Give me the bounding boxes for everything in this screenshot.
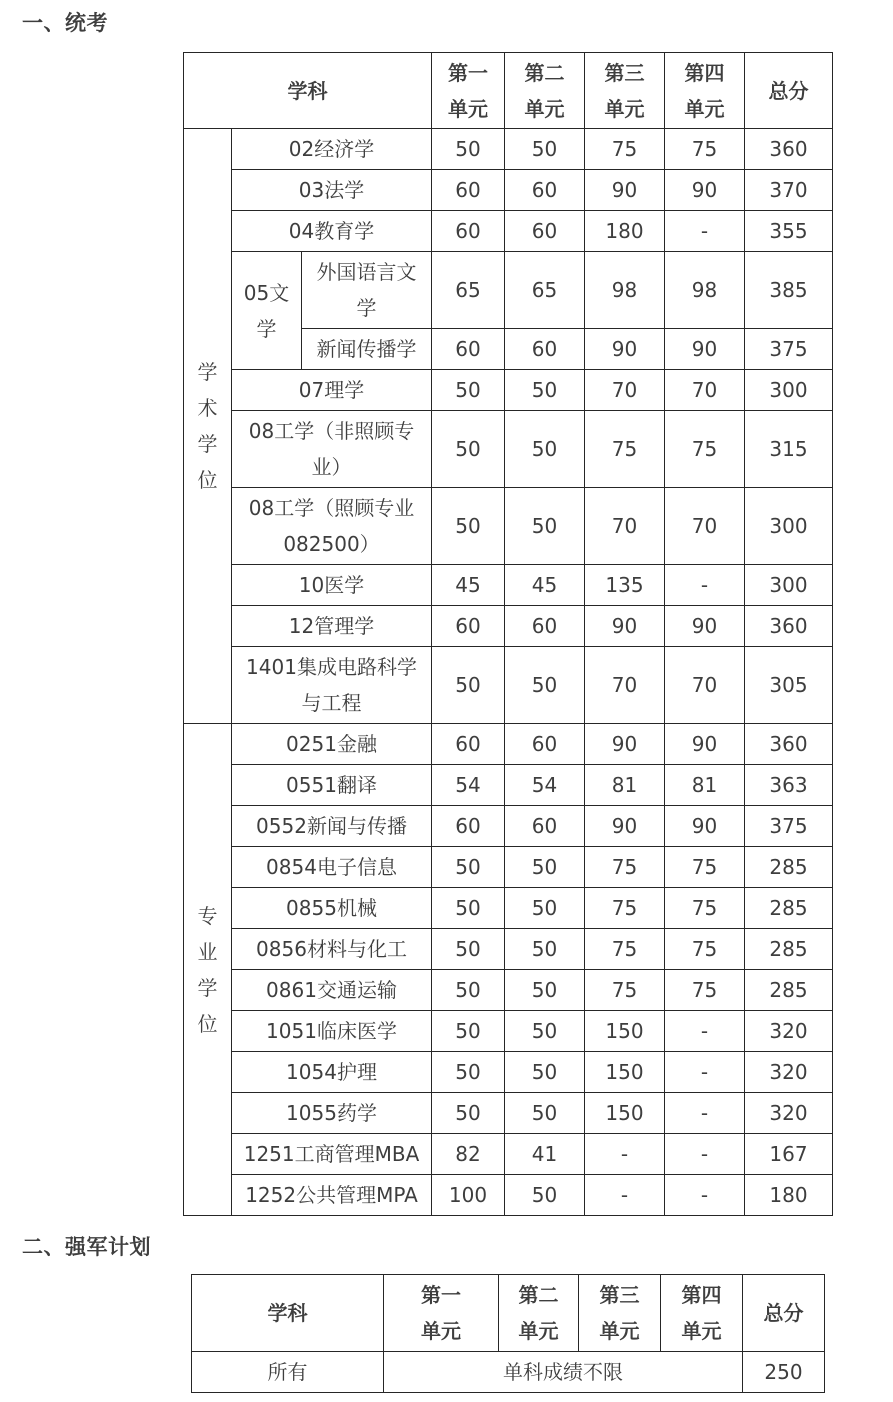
text-line: 单元	[684, 96, 725, 121]
text-line: 学	[256, 316, 277, 341]
table-row	[184, 765, 833, 806]
text-line: 第四	[684, 60, 725, 85]
text-line: 第二	[524, 60, 565, 85]
cell-unit1: 50	[432, 1052, 505, 1093]
text-line: 单元	[524, 96, 565, 121]
cell-total: 315	[745, 411, 833, 488]
cell-unit4: 81	[665, 765, 745, 806]
cell-total: 360	[745, 129, 833, 170]
header-unit4	[665, 53, 745, 129]
cell-unit2: 50	[505, 1011, 585, 1052]
cell-unit2: 60	[505, 211, 585, 252]
cell-unit1: 50	[432, 1011, 505, 1052]
cell-unit2: 45	[505, 565, 585, 606]
table-row	[184, 724, 833, 765]
cell-unit2: 50	[505, 411, 585, 488]
text-line: 0551翻译	[286, 773, 377, 797]
table-row	[184, 970, 833, 1011]
cell-subject	[232, 970, 432, 1011]
cell-subject	[232, 765, 432, 806]
cell-unit4: -	[665, 1093, 745, 1134]
section-heading-unified-exam: 一、统考	[22, 11, 108, 35]
cell-subject	[232, 606, 432, 647]
header-line: 第二	[518, 1283, 559, 1307]
header-unit3	[585, 53, 665, 129]
text-line: 外国语言文	[316, 260, 417, 284]
cell-total: 320	[745, 1052, 833, 1093]
header-line: 单元	[599, 1319, 640, 1343]
cell-unit2: 50	[505, 1175, 585, 1216]
cell-total: 355	[745, 211, 833, 252]
cell-unit1: 50	[432, 647, 505, 724]
cell-unit3: 75	[585, 970, 665, 1011]
cell-subject	[232, 847, 432, 888]
cell-unit1: 50	[432, 1093, 505, 1134]
cell-unit2: 60	[505, 606, 585, 647]
group-academic-degree	[184, 129, 232, 724]
cell-unit4: 98	[665, 252, 745, 329]
cell-unit3: -	[585, 1134, 665, 1175]
table-row	[184, 647, 833, 724]
cell-unit4: -	[665, 1011, 745, 1052]
military-plan-score-table	[191, 1274, 825, 1393]
cell-total: 375	[745, 329, 833, 370]
header-subject: 学科	[192, 1275, 384, 1352]
cell-subject	[232, 724, 432, 765]
table-row	[184, 606, 833, 647]
cell-total: 363	[745, 765, 833, 806]
table-row	[184, 929, 833, 970]
cell-unit1: 60	[432, 806, 505, 847]
header-unit3	[579, 1275, 661, 1352]
text-line: 专	[197, 903, 218, 928]
text-line: 学	[197, 975, 218, 1000]
cell-unit4: 75	[665, 970, 745, 1011]
header-unit1	[384, 1275, 499, 1352]
table-row	[184, 129, 833, 170]
cell-subject	[232, 1175, 432, 1216]
text-line: 1055药学	[286, 1101, 377, 1125]
section-heading-military-plan: 二、强军计划	[22, 1235, 151, 1259]
table-row	[184, 1134, 833, 1175]
text-line: 1251工商管理MBA	[243, 1142, 420, 1166]
header-line: 单元	[421, 1319, 461, 1343]
cell-total: 305	[745, 647, 833, 724]
cell-total: 285	[745, 970, 833, 1011]
cell-unit4: 90	[665, 806, 745, 847]
cell-unit2: 60	[505, 329, 585, 370]
cell-subject	[232, 488, 432, 565]
cell-total: 285	[745, 929, 833, 970]
cell-subject	[232, 1011, 432, 1052]
cell-unit4: 75	[665, 411, 745, 488]
cell-unit4: 70	[665, 370, 745, 411]
cell-total: 385	[745, 252, 833, 329]
text-line: 术	[197, 396, 218, 420]
text-line: 学	[197, 432, 218, 456]
cell-unit1: 60	[432, 211, 505, 252]
text-line: 08工学（照顾专业	[248, 496, 415, 520]
table-row	[184, 370, 833, 411]
cell-unit1: 54	[432, 765, 505, 806]
cell-unit4: -	[665, 565, 745, 606]
cell-total: 167	[745, 1134, 833, 1175]
cell-subject	[232, 565, 432, 606]
cell-unit1: 60	[432, 606, 505, 647]
cell-subject	[232, 647, 432, 724]
text-line: 位	[197, 1011, 218, 1036]
header-line: 第三	[599, 1283, 640, 1307]
text-line: 0856材料与化工	[256, 937, 407, 961]
cell-subject	[302, 252, 432, 329]
cell-unit3: 150	[585, 1093, 665, 1134]
text-line: 0251金融	[286, 732, 377, 756]
cell-unit4: -	[665, 211, 745, 252]
cell-subject	[232, 211, 432, 252]
table-row	[184, 1052, 833, 1093]
cell-unit2: 65	[505, 252, 585, 329]
cell-unit3: 98	[585, 252, 665, 329]
text-line: 1252公共管理MPA	[245, 1183, 418, 1207]
header-total: 总分	[743, 1275, 825, 1352]
cell-subject	[232, 411, 432, 488]
cell-unit2: 50	[505, 647, 585, 724]
cell-subject	[232, 888, 432, 929]
header-line: 第一	[421, 1283, 461, 1307]
cell-unit1: 65	[432, 252, 505, 329]
cell-total: 375	[745, 806, 833, 847]
cell-unit4: 75	[665, 129, 745, 170]
cell-unit2: 41	[505, 1134, 585, 1175]
table-row	[184, 1093, 833, 1134]
cell-unit2: 50	[505, 970, 585, 1011]
cell-unit4: 90	[665, 170, 745, 211]
text-line: 新闻传播学	[316, 337, 417, 361]
cell-subject	[302, 329, 432, 370]
cell-unit3: 90	[585, 806, 665, 847]
table-row	[184, 888, 833, 929]
cell-unit2: 60	[505, 806, 585, 847]
cell-unit1: 50	[432, 129, 505, 170]
cell-subject: 所有	[192, 1352, 384, 1393]
group-literature	[232, 252, 302, 370]
cell-unit2: 60	[505, 724, 585, 765]
header-subject: 学科	[184, 53, 432, 129]
cell-total: 285	[745, 888, 833, 929]
cell-total: 370	[745, 170, 833, 211]
cell-unit4: 75	[665, 888, 745, 929]
table-row	[184, 211, 833, 252]
text-line: 05文	[243, 280, 290, 305]
cell-unit3: 75	[585, 847, 665, 888]
cell-total: 300	[745, 565, 833, 606]
cell-unit2: 50	[505, 888, 585, 929]
text-line: 0854电子信息	[266, 855, 397, 879]
cell-unit1: 50	[432, 888, 505, 929]
text-line: 1051临床医学	[266, 1019, 397, 1043]
cell-unit1: 50	[432, 370, 505, 411]
cell-total: 360	[745, 606, 833, 647]
cell-total: 180	[745, 1175, 833, 1216]
cell-unit1: 50	[432, 488, 505, 565]
text-line: 1401集成电路科学	[246, 655, 417, 679]
text-line: 业	[197, 939, 218, 964]
cell-unit3: 150	[585, 1011, 665, 1052]
header-unit4	[661, 1275, 743, 1352]
text-line: 与工程	[301, 691, 362, 715]
table-header-row	[184, 53, 833, 129]
text-line: 082500）	[283, 532, 380, 556]
cell-unit1: 60	[432, 724, 505, 765]
text-line: 第三	[604, 60, 645, 85]
text-line: 学	[197, 360, 218, 384]
header-line: 单元	[518, 1319, 559, 1343]
header-total: 总分	[745, 53, 833, 129]
cell-note: 单科成绩不限	[384, 1352, 743, 1393]
cell-unit3: 150	[585, 1052, 665, 1093]
cell-total: 360	[745, 724, 833, 765]
text-line: 10医学	[298, 573, 365, 597]
cell-unit3: 70	[585, 647, 665, 724]
cell-unit4: 90	[665, 606, 745, 647]
table-row	[184, 252, 833, 329]
cell-unit1: 60	[432, 170, 505, 211]
group-professional-degree	[184, 724, 232, 1216]
cell-unit1: 60	[432, 329, 505, 370]
table-row	[184, 847, 833, 888]
cell-unit4: 70	[665, 488, 745, 565]
text-line: 08工学（非照顾专	[248, 419, 415, 443]
table-row	[184, 806, 833, 847]
cell-unit1: 50	[432, 847, 505, 888]
cell-unit4: -	[665, 1134, 745, 1175]
cell-unit4: 70	[665, 647, 745, 724]
cell-unit1: 50	[432, 929, 505, 970]
cell-unit1: 50	[432, 970, 505, 1011]
text-line: 04教育学	[288, 219, 375, 243]
text-line: 0855机械	[286, 896, 377, 920]
cell-unit3: 90	[585, 724, 665, 765]
cell-unit3: 90	[585, 170, 665, 211]
text-line: 12管理学	[288, 614, 375, 638]
text-line: 03法学	[298, 178, 365, 202]
cell-subject	[232, 170, 432, 211]
cell-unit2: 50	[505, 488, 585, 565]
cell-unit4: 90	[665, 329, 745, 370]
cell-unit4: 90	[665, 724, 745, 765]
cell-unit2: 50	[505, 370, 585, 411]
text-line: 0861交通运输	[266, 978, 397, 1002]
cell-unit2: 50	[505, 929, 585, 970]
table-row	[192, 1352, 825, 1393]
header-line: 单元	[681, 1319, 722, 1343]
text-line: 0552新闻与传播	[256, 814, 407, 838]
header-unit2	[505, 53, 585, 129]
unified-exam-score-table	[183, 52, 833, 1216]
cell-unit3: 81	[585, 765, 665, 806]
header-unit2	[499, 1275, 579, 1352]
text-line: 第一	[448, 60, 489, 85]
cell-unit3: 75	[585, 888, 665, 929]
cell-unit3: 75	[585, 411, 665, 488]
text-line: 1054护理	[286, 1060, 377, 1084]
text-line: 位	[197, 468, 218, 492]
cell-total: 300	[745, 488, 833, 565]
text-line: 单元	[448, 96, 489, 121]
cell-subject	[232, 1052, 432, 1093]
cell-total: 300	[745, 370, 833, 411]
text-line: 业）	[311, 455, 352, 479]
cell-unit2: 54	[505, 765, 585, 806]
header-unit1	[432, 53, 505, 129]
cell-unit2: 50	[505, 1093, 585, 1134]
table-header-row	[192, 1275, 825, 1352]
cell-unit3: 135	[585, 565, 665, 606]
text-line: 学	[356, 296, 377, 320]
cell-subject	[232, 1134, 432, 1175]
table-row	[184, 411, 833, 488]
text-line: 02经济学	[288, 137, 375, 161]
text-line: 07理学	[298, 378, 365, 402]
header-line: 第四	[681, 1283, 722, 1307]
text-line: 单元	[604, 96, 645, 121]
cell-unit3: 90	[585, 329, 665, 370]
cell-unit3: 70	[585, 370, 665, 411]
cell-unit2: 60	[505, 170, 585, 211]
cell-unit1: 50	[432, 411, 505, 488]
cell-unit1: 82	[432, 1134, 505, 1175]
cell-subject	[232, 1093, 432, 1134]
cell-total: 250	[743, 1352, 825, 1393]
cell-unit3: 180	[585, 211, 665, 252]
table-row	[184, 1175, 833, 1216]
cell-unit2: 50	[505, 847, 585, 888]
cell-unit4: -	[665, 1175, 745, 1216]
table-row	[184, 1011, 833, 1052]
cell-unit1: 45	[432, 565, 505, 606]
cell-subject	[232, 929, 432, 970]
cell-subject	[232, 806, 432, 847]
table-row	[184, 565, 833, 606]
cell-unit3: 75	[585, 929, 665, 970]
cell-total: 320	[745, 1011, 833, 1052]
cell-unit2: 50	[505, 129, 585, 170]
cell-unit4: 75	[665, 929, 745, 970]
cell-unit3: -	[585, 1175, 665, 1216]
cell-subject	[232, 129, 432, 170]
table-row	[184, 488, 833, 565]
cell-unit3: 75	[585, 129, 665, 170]
cell-unit3: 70	[585, 488, 665, 565]
cell-unit4: -	[665, 1052, 745, 1093]
cell-unit2: 50	[505, 1052, 585, 1093]
cell-total: 320	[745, 1093, 833, 1134]
cell-unit1: 100	[432, 1175, 505, 1216]
table-row	[184, 170, 833, 211]
cell-total: 285	[745, 847, 833, 888]
cell-unit4: 75	[665, 847, 745, 888]
cell-subject	[232, 370, 432, 411]
cell-unit3: 90	[585, 606, 665, 647]
